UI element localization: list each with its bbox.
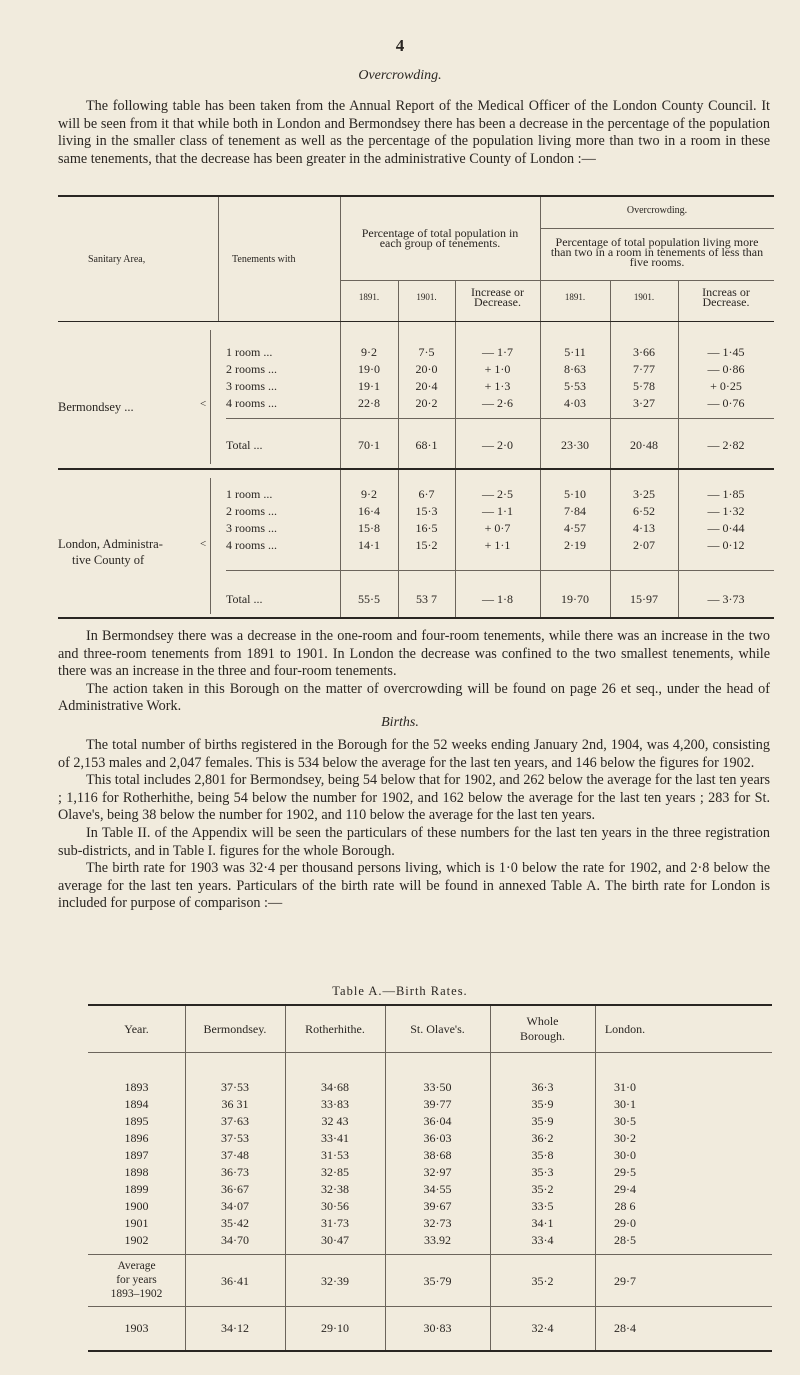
table-cell: 33·41 — [321, 1131, 349, 1145]
table-cell: 30·2 — [614, 1131, 636, 1145]
table-a-title: Table A.—Birth Rates. — [332, 984, 468, 998]
table-cell: 33·50 — [423, 1080, 452, 1094]
table-cell: 36·2 — [531, 1131, 554, 1145]
table-cell: 1899 — [124, 1182, 149, 1196]
table-cell: 39·77 — [423, 1097, 452, 1111]
header-pct-overcrowd: Percentage of total population living more than two in a room in tenements of less than five rooms. — [550, 235, 764, 269]
table-cell: 35·2 — [531, 1182, 554, 1196]
table-cell: 33·5 — [531, 1199, 554, 1213]
table-cell: 1893 — [124, 1080, 149, 1094]
table-cell: 32 43 — [321, 1114, 349, 1128]
table-cell: 32·73 — [423, 1216, 452, 1230]
table-cell: 31·53 — [321, 1148, 349, 1162]
header-inc-dec-b: Increas or Decrease. — [702, 285, 750, 309]
table-cell: 32·38 — [321, 1182, 349, 1196]
area-london-line2: tive County of — [72, 553, 145, 567]
col-rotherhithe: Rotherhithe. — [305, 1022, 365, 1036]
header-overcrowding: Overcrowding. — [626, 205, 688, 216]
table-cell: 29·4 — [614, 1182, 636, 1196]
table-cell: 36·3 — [531, 1080, 554, 1094]
table-cell: 33.92 — [424, 1233, 451, 1247]
table-cell: 30·0 — [614, 1148, 636, 1162]
table-top-rule — [58, 195, 774, 197]
table-cell: 1901 — [124, 1216, 149, 1230]
table-cell: 1896 — [124, 1131, 149, 1145]
header-pct-group: Percentage of total population in each group of tenements. — [361, 226, 519, 250]
table-cell: 30·47 — [321, 1233, 349, 1247]
table-cell: 34·07 — [221, 1199, 249, 1213]
table-cell: 39·67 — [423, 1199, 452, 1213]
births-heading: Births. — [381, 715, 419, 730]
table-cell: 38·68 — [423, 1148, 452, 1162]
table-cell: 28·5 — [614, 1233, 636, 1247]
table-cell: 29·0 — [614, 1216, 636, 1230]
table-cell: 1900 — [124, 1199, 149, 1213]
table-cell: 37·48 — [221, 1148, 249, 1162]
table-cell: 34·55 — [423, 1182, 452, 1196]
col-whole-l2: Borough. — [520, 1029, 565, 1043]
document-page: 4 Overcrowding. The following table has been taken from the Annual Report of the Medical Officer of the London County Council. It will be seen from it that while both in London and Bermondsey there has been a decrease in the percentage of the population living in the smaller class of tenement as well as the percentage of the population living more than two in a room in these same tenements, that the decrease has been greater in the administrative County of London :— Sanitary Area, Tenements with Percentage of total population in each group of tenements. Overcrowding. Percentage of total population living more than two in a room in tenements of less than five rooms. 1891. 1901. Increase or Decrease. 1891. 1901. Increas or Decrease. Bermondsey ... < 1 room ... 9·2 7·5 — 1·7 5·11 3·66 — 1·45 2 rooms ... 19·0 20·0 + 1·0 8·63 7·77 — 0·86 3 rooms ... 19·1 20·4 + 1·3 5·53 5·78 + 0·25 4 rooms ... 22·8 20·2 — 2·6 4·03 3·27 — 0·76 Total ... 70·1 68·1 — 2·0 23·30 20·48 — 2·82 London, Administra- tive County of < 1 room ... 9·2 6·7 — 2·5 5·10 3·25 — 1·85 2 rooms ... 16·4 15·3 — 1·1 7·84 6·52 — 1·32 3 rooms ... 15·8 16·5 + 0·7 4·57 4·13 — 0·44 4 rooms ... 14·1 15·2 + 1·1 2·19 2·07 — 0·12 Total ... 55·5 53 7 — 1·8 19·70 15·97 — 3·73 In Bermondsey there was a decrease in the one-room and four-room tenements, while there was an increase in the two and three-room tenements from 1891 to 1901. In London the decrease was confined to the two smallest tenements, while there was an increase in the three and four-room tenements. The action taken in this Borough on the matter of overcrowding will be found on page 26 et seq., under the head of Administrative Work. Births. The total number of births registered in the Borough for the 52 weeks ending January 2nd, 1904, was 4,200, consisting of 2,153 males and 2,047 females. This is 534 below the average for the last ten years, and 146 below the figures for 1902. This total includes 2,801 for Bermondsey, being 54 below that for 1902, and 262 below the average for the last ten years ; 1,116 for Rotherhithe, being 54 below the number for 1902, and 162 below the average for the last ten years ; 283 for St. Olave's, being 38 below the number for 1902, and 110 below the average for the last ten years. In Table II. of the Appendix will be seen the particulars of these numbers for the last ten years in the three registration sub-districts, and in Table I. figures for the whole Borough. The birth rate for 1903 was 32·4 per thousand persons living, which is 1·0 below the rate for 1902, and 2·8 below the average for the last ten years. Particulars of the birth rate will be found in annexed Table A. The birth rate for London is included for purpose of comparison :— Table A.—Birth Rates. Year. Bermondsey. Rotherhithe. St. Olave's. Whole Borough. London. 1893 37·53 34·68 33·50 36·3 31·0 1894 36 31 33·83 39·77 35·9 30·1 1895 37·63 32 43 36·04 35·9 30·5 1896 37·53 33·41 36·03 36·2 30·2 1897 37·48 31·53 38·68 35·8 30·0 1898 36·73 32·85 32·97 35·3 29·5 1899 36·67 32·38 34·55 35·2 29·4 1900 34·07 30·56 39·67 33·5 28 6 1901 35·42 31·73 32·73 34·1 29·0 1902 34·70 30·47 33.92 33·4 28·5 Average for years 1893–1902 36·41 32·39 35·79 35·2 29·7 1903 34·12 29·10 30·83 32·4 28·4 — [0, 0, 800, 1375]
table-cell: 29·5 — [614, 1165, 636, 1179]
table-cell: 1897 — [124, 1148, 149, 1162]
page-number: 4 — [395, 36, 405, 55]
table-cell: 35·9 — [531, 1114, 554, 1128]
col-bermondsey: Bermondsey. — [203, 1022, 267, 1036]
table-cell: 35·42 — [221, 1216, 249, 1230]
table-cell: 30·1 — [614, 1097, 636, 1111]
table-cell: 36 31 — [221, 1097, 249, 1111]
table-cell: 33·4 — [531, 1233, 554, 1247]
table-cell: 31·0 — [614, 1080, 636, 1094]
header-inc-dec: Increase or Decrease. — [471, 285, 524, 309]
table-cell: 1894 — [124, 1097, 149, 1111]
table-cell: 1895 — [124, 1114, 149, 1128]
area-london-line1: London, Administra- — [58, 537, 163, 551]
table-bottom-rule — [58, 617, 774, 619]
table-cell: 32·97 — [423, 1165, 452, 1179]
table-cell: 35·3 — [531, 1165, 554, 1179]
table-cell: 30·56 — [321, 1199, 349, 1213]
table-cell: 34·68 — [321, 1080, 349, 1094]
table-cell: 1902 — [124, 1233, 149, 1247]
header-tenements-with: Tenements with — [232, 254, 296, 265]
table-cell: 37·63 — [221, 1114, 249, 1128]
table-cell: 35·9 — [531, 1097, 554, 1111]
table-cell: 1898 — [124, 1165, 149, 1179]
table-cell: 37·53 — [221, 1131, 249, 1145]
table-cell: 28 6 — [614, 1199, 636, 1213]
table-cell: 36·03 — [423, 1131, 452, 1145]
header-sanitary-area: Sanitary Area, — [88, 254, 146, 265]
table-cell: 36·04 — [423, 1114, 452, 1128]
table-cell: 36·73 — [221, 1165, 249, 1179]
births-paragraphs: The total number of births registered in the Borough for the 52 weeks ending January 2nd, 1904, was 4,200, consisting of 2,153 males and 2,047 females. This is 534 below the average for the last ten years, and 146 below the figures for 1902. This total includes 2,801 for Bermondsey, being 54 below that for 1902, and 262 below the average for the last ten years ; 1,116 for Rotherhithe, being 54 below the number for 1902, and 162 below the average for the last ten years ; 283 for St. Olave's, being 38 below the number for 1902, and 110 below the average for the last ten years. In Table II. of the Appendix will be seen the particulars of these numbers for the last ten years in the three registration sub-districts, and in Table I. figures for the whole Borough. The birth rate for 1903 was 32·4 per thousand persons living, which is 1·0 below the rate for 1902, and 2·8 below the average for the last ten years. Particulars of the birth rate will be found in annexed Table A. The birth rate for London is included for purpose of comparison :— — [58, 737, 770, 912]
header-1901-b: 1901. — [633, 292, 655, 302]
header-1901: 1901. — [416, 292, 437, 302]
header-1891: 1891. — [358, 292, 380, 302]
table-cell: 34·70 — [221, 1233, 249, 1247]
col-london: London. — [604, 1022, 646, 1036]
table-cell: 31·73 — [321, 1216, 349, 1230]
table-cell: 34·1 — [531, 1216, 554, 1230]
col-whole-l1: Whole — [526, 1014, 559, 1028]
table-cell: 30·5 — [614, 1114, 636, 1128]
table-cell: 32·85 — [321, 1165, 349, 1179]
table-cell: 37·53 — [221, 1080, 249, 1094]
header-1891-b: 1891. — [564, 292, 586, 302]
table-cell: 35·8 — [531, 1148, 554, 1162]
col-year: Year. — [124, 1022, 149, 1036]
area-bermondsey: Bermondsey ... — [58, 400, 134, 414]
col-st-olaves: St. Olave's. — [410, 1022, 465, 1036]
para-after-table: In Bermondsey there was a decrease in the one-room and four-room tenements, while there was an increase in the two and three-room tenements from 1891 to 1901. In London the decrease was confined to the two smallest tenements, while there was an increase in the three and four-room tenements. The action taken in this Borough on the matter of overcrowding will be found on page 26 et seq., under the head of Administrative Work. — [58, 628, 770, 715]
overcrowding-heading: Overcrowding. — [358, 68, 442, 83]
intro-paragraph: The following table has been taken from the Annual Report of the Medical Officer of the London County Council. It will be seen from it that while both in London and Bermondsey there has been a decrease in the percentage of the population living in the smaller class of tenement as well as the percentage of the population living more than two in a room in these same tenements, that the decrease has been greater in the administrative County of London :— — [58, 98, 770, 167]
table-cell: 33·83 — [321, 1097, 349, 1111]
table-cell: 36·67 — [221, 1182, 249, 1196]
